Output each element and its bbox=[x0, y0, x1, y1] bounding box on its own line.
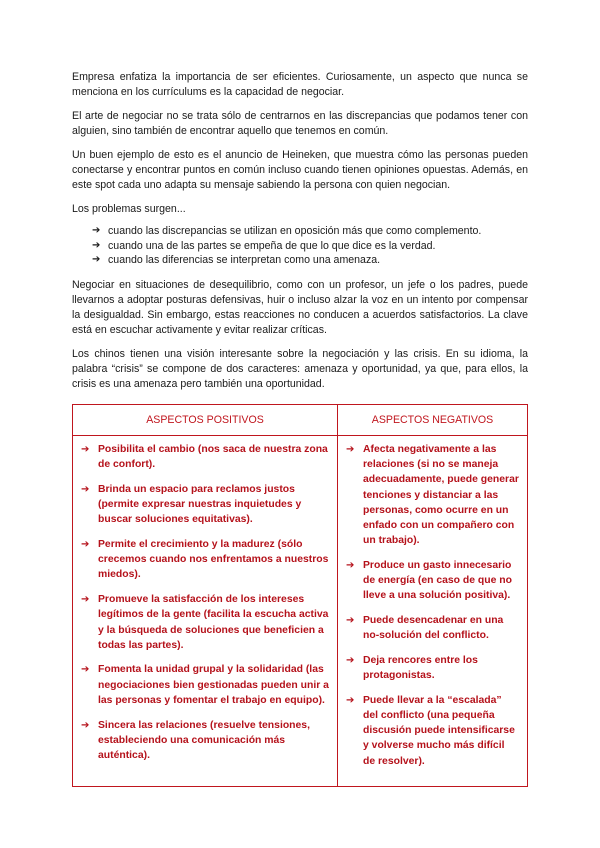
positive-item: ➔ Sincera las relaciones (resuelve tensiones, estableciendo una comunicación más auténtica). bbox=[81, 719, 310, 761]
positive-item: ➔ Promueve la satisfacción de los intereses legítimos de la gente (facilita la escucha activa y la búsqueda de soluciones que beneficien a todas las partes). bbox=[81, 594, 329, 651]
aspects-table bbox=[72, 404, 528, 787]
paragraph-intro: Empresa enfatiza la importancia de ser eficientes. Curiosamente, un aspecto que nunca se menciona en los currículums es la capacidad de negociar. bbox=[72, 71, 528, 98]
arrow-right-icon: ➔ bbox=[92, 239, 101, 251]
negative-item: ➔ Produce un gasto innecesario de energía (en caso de que no lleve a una solución positiva). bbox=[346, 559, 512, 602]
problems-list bbox=[72, 224, 528, 268]
document-body bbox=[72, 70, 528, 401]
arrow-right-icon: ➔ bbox=[346, 615, 355, 627]
paragraph-imbalance: Negociar en situaciones de desequilibrio, como con un profesor, un jefe o los padres, puede llevarnos a adoptar posturas defensivas, huir o incluso alzar la voz en un intento por compensar la desigualdad. Sin embargo, estas reacciones no conducen a acuerdos satisfactorios. La clave está en escuchar activamente y evitar realizar críticas. bbox=[72, 278, 528, 336]
arrow-right-icon: ➔ bbox=[81, 664, 90, 676]
arrow-right-icon: ➔ bbox=[92, 254, 101, 266]
negative-column bbox=[338, 436, 528, 787]
positive-item: ➔ Permite el crecimiento y la madurez (sólo crecemos cuando nos enfrentamos a nuestros miedos). bbox=[81, 539, 329, 581]
positive-item: ➔ Brinda un espacio para reclamos justos (permite expresar nuestras inquietudes y buscar soluciones equitativas). bbox=[81, 483, 302, 526]
list-item: ➔ cuando las discrepancias se utilizan en oposición más que como complemento. bbox=[92, 225, 482, 237]
negative-item: ➔ Puede desencadenar en una no-solución del conflicto. bbox=[346, 615, 504, 642]
negative-header: ASPECTOS NEGATIVOS bbox=[338, 405, 528, 436]
paragraph-problems-intro: Los problemas surgen... bbox=[72, 203, 186, 215]
paragraph-heineken: Un buen ejemplo de esto es el anuncio de Heineken, que muestra cómo las personas pueden conectarse y encontrar puntos en común incluso cuando tienen opiniones opuestas. Además, en este spot cada uno adapta su mensaje sabiendo la persona con quien negocian. bbox=[72, 149, 528, 191]
negative-item: ➔ Deja rencores entre los protagonistas. bbox=[346, 654, 478, 682]
positive-column bbox=[73, 436, 338, 787]
positive-header: ASPECTOS POSITIVOS bbox=[73, 405, 338, 436]
paragraph-negotiation-art: El arte de negociar no se trata sólo de centrarnos en las discrepancias que podamos tener con alguien, sino también de encontrar aquello que tenemos en común. bbox=[72, 110, 528, 137]
paragraph-chinese-crisis: Los chinos tienen una visión interesante sobre la negociación y las crisis. En su idioma, la palabra “crisis” se compone de dos caracteres: amenaza y oportunidad, ya que, para ellos, la crisis es una amenaza pero también una oportunidad. bbox=[72, 347, 528, 390]
arrow-right-icon: ➔ bbox=[92, 225, 101, 236]
arrow-right-icon: ➔ bbox=[81, 594, 90, 606]
positive-item: ➔ Fomenta la unidad grupal y la solidaridad (las negociaciones bien gestionadas pueden unir a las personas y fomentar el trabajo en equipo). bbox=[81, 664, 329, 706]
arrow-right-icon: ➔ bbox=[346, 654, 355, 666]
arrow-right-icon: ➔ bbox=[81, 444, 90, 455]
arrow-right-icon: ➔ bbox=[346, 694, 355, 706]
positive-item: ➔ Posibilita el cambio (nos saca de nuestra zona de confort). bbox=[81, 444, 328, 471]
arrow-right-icon: ➔ bbox=[81, 483, 90, 495]
arrow-right-icon: ➔ bbox=[346, 444, 355, 455]
negative-item: ➔ Puede llevar a la “escalada” del conflicto (una pequeña discusión puede intensificarse y volverse mucho más difícil de resolver). bbox=[346, 694, 515, 767]
negative-item: ➔ Afecta negativamente a las relaciones (si no se maneja adecuadamente, puede generar tenciones y distanciar a las personas, como ocurre en un enfado con un compañero con un trabajo). bbox=[346, 444, 519, 547]
arrow-right-icon: ➔ bbox=[81, 719, 90, 731]
list-item: ➔ cuando una de las partes se empeña de que lo que dice es la verdad. bbox=[92, 239, 436, 252]
list-item: ➔ cuando las diferencias se interpretan como una amenaza. bbox=[92, 254, 381, 267]
arrow-right-icon: ➔ bbox=[81, 539, 90, 551]
arrow-right-icon: ➔ bbox=[346, 559, 355, 571]
